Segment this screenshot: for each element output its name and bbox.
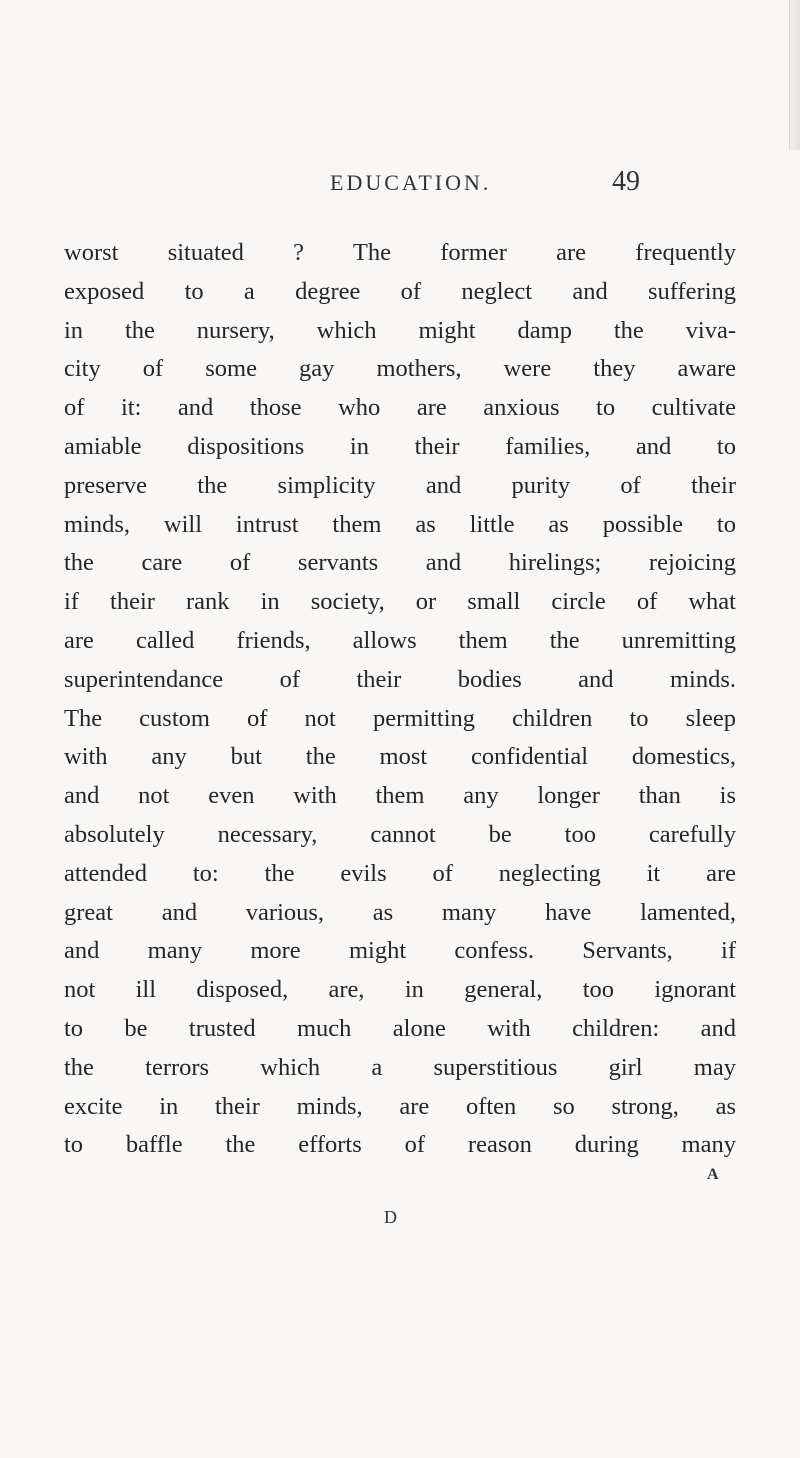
text-line: minds, will intrust them as little as possible to — [64, 510, 736, 538]
text-line: to be trusted much alone with children: and — [64, 1014, 736, 1042]
text-line: preserve the simplicity and purity of their — [64, 471, 736, 499]
text-line: the care of servants and hirelings; rejoicing — [64, 549, 736, 577]
text-line: city of some gay mothers, were they aware — [64, 355, 736, 383]
text-line: and many more might confess. Servants, if — [64, 937, 736, 965]
text-line: exposed to a degree of neglect and suffering — [64, 277, 736, 305]
text-line: with any but the most confidential domestics, — [64, 743, 736, 771]
running-title: EDUCATION. — [330, 170, 492, 195]
body-text — [64, 234, 736, 1165]
text-line: The custom of not permitting children to sleep — [64, 704, 736, 732]
text-line: in the nursery, which might damp the viva- — [64, 316, 736, 344]
text-line: of it: and those who are anxious to cultivate — [64, 394, 736, 422]
text-line: excite in their minds, are often so strong, as — [64, 1092, 736, 1120]
text-line: worst situated ? The former are frequently — [64, 239, 736, 266]
text-line: are called friends, allows them the unremitting — [64, 626, 736, 654]
text-line: great and various, as many have lamented, — [64, 898, 736, 926]
text-line: attended to: the evils of neglecting it are — [64, 859, 736, 887]
text-line: superintendance of their bodies and minds. — [64, 665, 736, 693]
text-line: the terrors which a superstitious girl may — [64, 1053, 736, 1081]
text-line: amiable dispositions in their families, and to — [64, 432, 736, 460]
text-line: absolutely necessary, cannot be too carefully — [64, 820, 736, 848]
signature-mark: D — [384, 1207, 397, 1227]
running-head — [0, 166, 800, 210]
page-number: 49 — [612, 166, 640, 197]
page-edge — [789, 0, 800, 150]
text-line: to baffle the efforts of reason during many — [64, 1131, 736, 1159]
text-line: and not even with them any longer than is — [64, 782, 736, 810]
text-line: if their rank in society, or small circle of what — [64, 588, 736, 616]
text-line: not ill disposed, are, in general, too ignorant — [64, 976, 736, 1004]
catchword-mark: A — [707, 1166, 719, 1183]
